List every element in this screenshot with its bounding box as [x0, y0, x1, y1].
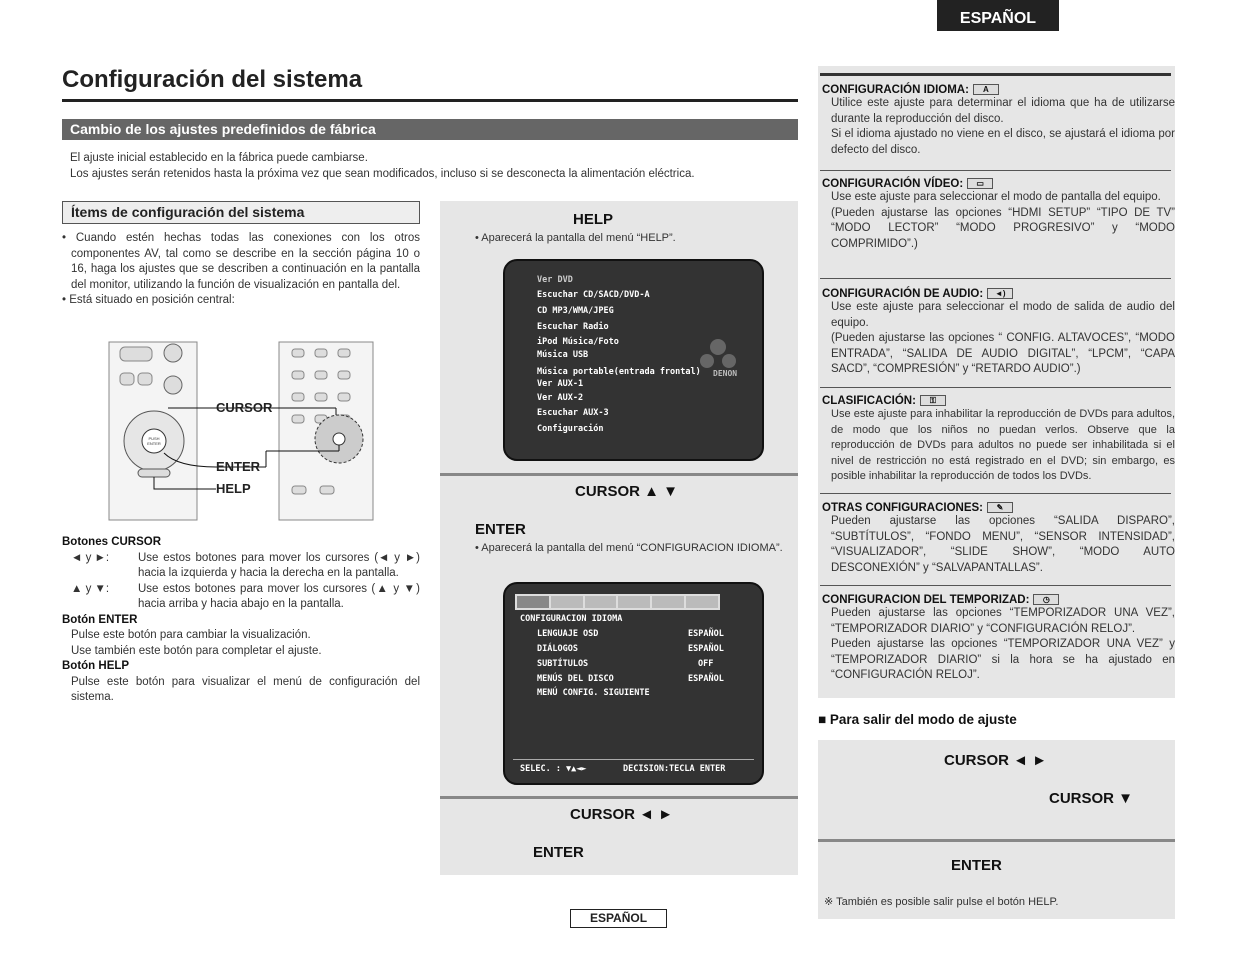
footer-language: ESPAÑOL	[570, 909, 667, 928]
section-text: Use este ajuste para seleccionar el modo de pantalla del equipo.	[831, 191, 1161, 203]
title-rule	[62, 99, 798, 102]
tab-language-icon	[517, 596, 549, 608]
menu-item: Escuchar Radio	[537, 322, 609, 332]
brand-label: DENON	[713, 369, 738, 378]
setup-divider	[513, 759, 754, 760]
menu-item: Escuchar AUX-3	[537, 408, 609, 418]
help-text: Pulse este botón para visualizar el menú de configuración del sistema.	[71, 675, 420, 703]
divider	[820, 170, 1171, 171]
page-title: Configuración del sistema	[62, 66, 363, 93]
exit-cursor-down: CURSOR ▼	[1049, 790, 1134, 807]
tab-audio-icon	[585, 596, 617, 608]
step-enter-note: • Aparecerá la pantalla del menú “CONFIGURACION IDIOMA”.	[475, 542, 783, 554]
remote-label-help: HELP	[216, 481, 251, 496]
items-title: Ítems de configuración del sistema	[62, 201, 420, 224]
step-enter: ENTER	[475, 521, 526, 538]
menu-item: Escuchar CD/SACD/DVD-A	[537, 290, 650, 300]
menu-item: Ver DVD	[537, 275, 573, 285]
bullet: • Cuando estén hechas todas las conexiones con los otros componentes AV, tal como se describe en la sección página 10 o 16, haga los ajustes que se describen a continuación en la pantalla del monitor, utilizando la función de visualización en pantalla del.	[62, 232, 420, 291]
cursor-buttons-title: Botones CURSOR	[62, 536, 162, 548]
section-text: Si el idioma ajustado no viene en el disco, se ajustará el idioma por defecto del disco.	[831, 128, 1175, 156]
enter-button-title: Botón ENTER	[62, 613, 138, 626]
language-tab: ESPAÑOL	[937, 0, 1059, 31]
steps-panel	[440, 201, 798, 875]
exit-panel	[818, 740, 1175, 919]
menu-item: Configuración	[537, 424, 604, 434]
intro-text	[70, 150, 695, 182]
setup-row-value: ESPAÑOL	[688, 674, 724, 684]
step-help: HELP	[573, 211, 614, 228]
exit-note: ※ También es posible salir pulse el botón HELP.	[824, 896, 1059, 908]
intro-line: El ajuste inicial establecido en la fábrica puede cambiarse.	[70, 152, 368, 164]
menu-item: Música portable(entrada frontal)	[537, 367, 701, 377]
enter-text: Pulse este botón para cambiar la visualización.	[71, 629, 311, 641]
separator	[818, 839, 1175, 842]
section-video	[818, 178, 1175, 252]
step-cursor-ud: CURSOR ▲ ▼	[575, 483, 679, 500]
section-text: Use este ajuste para inhabilitar la reproducción de DVDs para adultos, de modo que los niños no puedan verlos. Observe que la reproducción de DVDs para adultos no puede ser inhabilitada si el nivel de restricción no está registrado en el DVD; sin embargo, es posible inhabilitar la reproducción de todos los DVDs.	[831, 408, 1175, 482]
speaker-icon: ◄)	[987, 288, 1013, 299]
setup-row-label: LENGUAJE OSD	[537, 629, 599, 639]
section-timer	[818, 594, 1175, 684]
exit-enter: ENTER	[951, 857, 1002, 874]
section-language	[818, 84, 1175, 158]
tools-icon: ✎	[987, 502, 1013, 513]
help-menu-screen	[503, 259, 764, 461]
separator	[440, 796, 798, 799]
step-cursor-lr: CURSOR ◄ ►	[570, 806, 674, 823]
menu-item: Ver AUX-1	[537, 379, 584, 389]
menu-item: Ver AUX-2	[537, 393, 584, 403]
section-text: Use este ajuste para seleccionar el modo de salida de audio del equipo.	[831, 301, 1175, 329]
bullet: • Está situado en posición central:	[62, 294, 235, 306]
buttons-description	[62, 535, 420, 706]
setup-row-value: ESPAÑOL	[688, 644, 724, 654]
section-band: Cambio de los ajustes predefinidos de fábrica	[62, 119, 798, 140]
section-title: CONFIGURACION DEL TEMPORIZAD:	[822, 594, 1030, 606]
section-text: Pueden ajustarse las opciones “TEMPORIZADOR UNA VEZ”, “TEMPORIZADOR DIARIO” y “CONFIGURACIÓN RELOJ”.	[831, 607, 1175, 635]
exit-cursor-lr: CURSOR ◄ ►	[944, 752, 1048, 769]
tab-timer-icon	[686, 596, 718, 608]
section-title: CLASIFICACIÓN:	[822, 395, 916, 407]
setup-row-label: DIÁLOGOS	[537, 644, 578, 654]
svg-text:PUSH: PUSH	[148, 436, 160, 441]
divider	[820, 585, 1171, 586]
section-text: Pueden ajustarse las opciones “TEMPORIZADOR UNA VEZ” y “TEMPORIZADOR DIARIO” si la hora se ha ajustado en “CONFIGURACIÓN RELOJ”.	[831, 638, 1175, 681]
top-rule	[820, 73, 1171, 76]
section-audio	[818, 288, 1175, 378]
menu-item: CD MP3/WMA/JPEG	[537, 306, 614, 316]
timer-icon: ◷	[1033, 594, 1059, 605]
menu-item: iPod Música/Foto	[537, 337, 619, 347]
ud-text: Use estos botones para mover los cursores (▲ y ▼) hacia arriba y hacia abajo en la pantalla.	[138, 582, 420, 610]
divider	[820, 387, 1171, 388]
exit-title: ■ Para salir del modo de ajuste	[818, 712, 1017, 727]
tab-rating-icon	[618, 596, 650, 608]
step-help-note: • Aparecerá la pantalla del menú “HELP”.	[475, 232, 676, 244]
setup-row-label: MENÚ CONFIG. SIGUIENTE	[537, 688, 650, 698]
setup-menu-screen	[503, 582, 764, 785]
lr-key: ◄ y ►:	[71, 551, 110, 564]
setup-title: CONFIGURACION IDIOMA	[520, 614, 623, 624]
divider	[820, 278, 1171, 279]
separator	[440, 473, 798, 476]
section-text: (Pueden ajustarse las opciones “HDMI SETUP” “TIPO DE TV” “MODO LECTOR” “MODO PROGRESIVO” y “MODO COMPRIMIDO”.)	[831, 206, 1175, 250]
video-icon: ▭	[967, 178, 993, 189]
intro-line: Los ajustes serán retenidos hasta la próxima vez que sean modificados, incluso si se desconecta la alimentación eléctrica.	[70, 168, 695, 180]
denon-logo-icon	[699, 337, 749, 373]
divider	[820, 493, 1171, 494]
setup-row-label: SUBTÍTULOS	[537, 659, 589, 669]
ud-key: ▲ y ▼:	[71, 582, 110, 595]
svg-text:ENTER: ENTER	[147, 441, 161, 446]
tab-video-icon	[551, 596, 583, 608]
language-icon: A	[973, 84, 999, 95]
section-title: CONFIGURACIÓN IDIOMA:	[822, 84, 969, 96]
key-icon: ⚿	[920, 395, 946, 406]
section-text: Utilice este ajuste para determinar el idioma que ha de utilizarse durante la reproducción del disco.	[831, 97, 1175, 125]
tab-other-icon	[652, 596, 684, 608]
setup-footer-left: SELEC. : ▼▲◄►	[520, 764, 587, 774]
setup-tabs	[515, 594, 720, 610]
lr-text: Use estos botones para mover los cursores (◄ y ►) hacia la izquierda y hacia la derecha en la pantalla.	[138, 551, 420, 579]
section-title: OTRAS CONFIGURACIONES:	[822, 502, 983, 514]
section-title: CONFIGURACIÓN VÍDEO:	[822, 178, 964, 190]
setup-row-label: MENÚS DEL DISCO	[537, 674, 614, 684]
remote-label-enter: ENTER	[216, 459, 261, 474]
section-rating	[818, 395, 1175, 485]
menu-item: Música USB	[537, 350, 589, 360]
section-other	[818, 502, 1175, 576]
step-enter-2: ENTER	[533, 844, 584, 861]
enter-text: Use también este botón para completar el ajuste.	[71, 644, 322, 657]
section-title: CONFIGURACIÓN DE AUDIO:	[822, 288, 984, 300]
setup-row-value: ESPAÑOL	[688, 629, 724, 639]
setup-footer-right: DECISION:TECLA ENTER	[623, 764, 726, 774]
setup-row-value: OFF	[698, 659, 714, 669]
section-text: (Pueden ajustarse las opciones “ CONFIG. ALTAVOCES”, “MODO ENTRADA”, “SALIDA DE AUDIO DIGITAL”, “LPCM”, “CAPA SACD”, “COMPRESIÓN” y “RETARDO AUDIO”.)	[831, 332, 1175, 375]
section-text: Pueden ajustarse las opciones “SALIDA DISPARO”, “SUBTÍTULOS”, “FONDO MENU”, “SENSOR INTENSIDAD”, “VISUALIZADOR”, “SLIDE SHOW”, “MODO AUTO DESCONEXIÓN” y “SALVAPANTALLAS”.	[831, 515, 1175, 574]
help-button-title: Botón HELP	[62, 660, 130, 672]
remote-label-cursor: CURSOR	[216, 400, 273, 415]
items-bullets	[62, 231, 420, 309]
